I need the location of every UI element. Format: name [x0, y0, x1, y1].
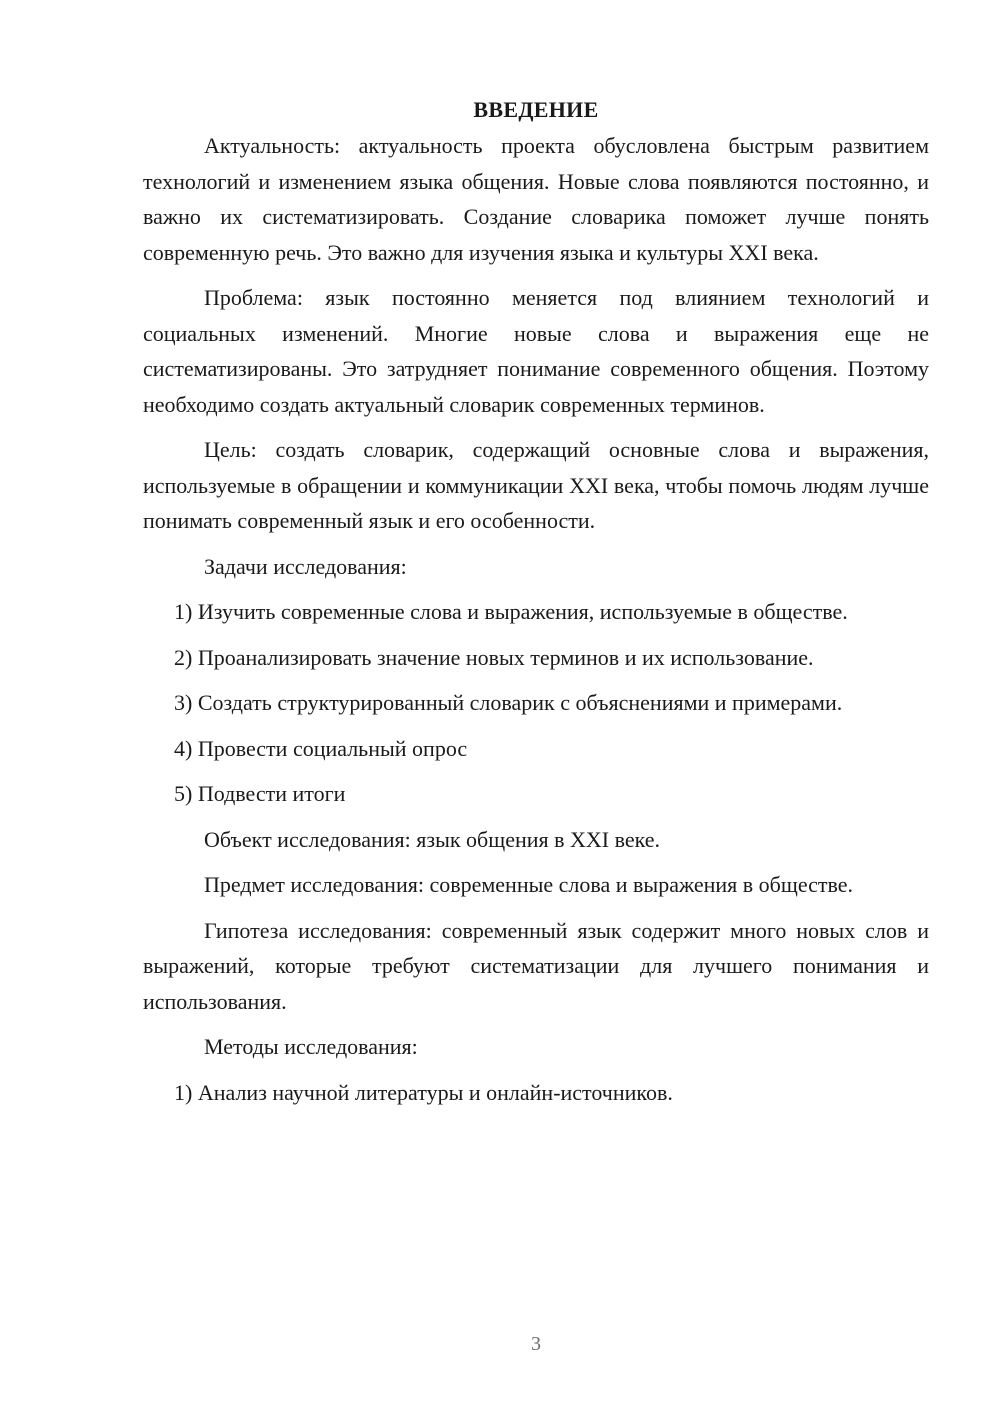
hypothesis-paragraph: Гипотеза исследования: современный язык содержит много новых слов и выражений, которые требуют систематизации для лучшего понимания и использования. [143, 917, 929, 1014]
task-item-5: 5) Подвести итоги [174, 781, 346, 806]
task-item-3: 3) Создать структурированный словарик с объяснениями и примерами. [174, 690, 843, 715]
task-item-2: 2) Проанализировать значение новых терминов и их использование. [174, 644, 814, 670]
subject-paragraph: Предмет исследования: современные слова и выражения в обществе. [204, 872, 854, 897]
goal-paragraph: Цель: создать словарик, содержащий основные слова и выражения, используемые в обращении и коммуникации XXI века, чтобы помочь людям лучше понимать современный язык и его особенности. [143, 437, 929, 533]
tasks-heading: Задачи исследования: [204, 553, 407, 579]
methods-heading: Методы исследования: [204, 1034, 418, 1059]
object-paragraph: Объект исследования: язык общения в XXI веке. [204, 826, 661, 852]
method-item-1: 1) Анализ научной литературы и онлайн-источников. [174, 1079, 673, 1105]
problem-paragraph: Проблема: язык постоянно меняется под влиянием технологий и социальных изменений. Многие новые слова и выражения еще не систематизированы. Это затрудняет понимание современного общения. Поэтому необходимо создать актуальный словарик современных терминов. [143, 285, 929, 417]
document-page [143, 92, 929, 1120]
task-item-4: 4) Провести социальный опрос [174, 735, 468, 761]
task-item-1: 1) Изучить современные слова и выражения, используемые в обществе. [174, 599, 848, 624]
relevance-paragraph: Актуальность: актуальность проекта обусловлена быстрым развитием технологий и изменением языка общения. Новые слова появляются постоянно, и важно их систематизировать. Создание словарика поможет лучше понять современную речь. Это важно для изучения языка и культуры XXI века. [143, 133, 929, 265]
page-number: 3 [531, 1333, 541, 1355]
page-title: ВВЕДЕНИЕ [473, 97, 599, 122]
